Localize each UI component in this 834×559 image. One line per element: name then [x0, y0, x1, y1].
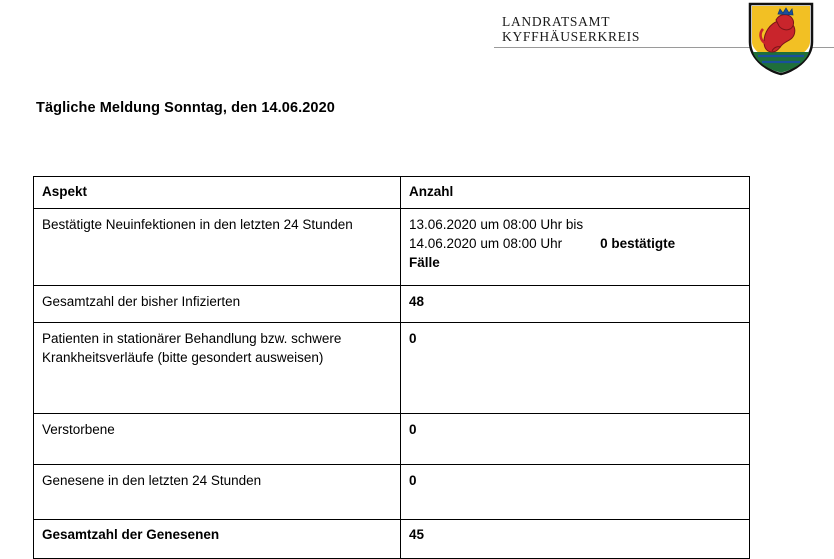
row-label-new-infections: Bestätigte Neuinfektionen in den letzten 24 Stunden: [34, 209, 401, 286]
row-label-deceased: Verstorbene: [34, 414, 401, 465]
page-title: Tägliche Meldung Sonntag, den 14.06.2020: [36, 100, 335, 116]
daily-report-table: [33, 176, 750, 559]
table-row: [34, 209, 750, 286]
table-header-row: [34, 177, 750, 209]
new-infections-count-unit: Fälle: [409, 255, 440, 270]
row-value-total-recovered: 45: [401, 520, 750, 559]
column-header-count: Anzahl: [401, 177, 750, 209]
row-value-hospitalized: 0: [401, 323, 750, 414]
table-row: [34, 323, 750, 414]
row-value-new-infections: [401, 209, 750, 286]
table-row: [34, 465, 750, 520]
row-label-hospitalized: Patienten in stationärer Behandlung bzw. schwere Krankheitsverläufe (bitte gesondert ausweisen): [34, 323, 401, 414]
coat-of-arms-icon: [748, 2, 814, 76]
document-header: [0, 0, 834, 72]
table-row: [34, 286, 750, 323]
organization-name: [502, 14, 640, 44]
row-value-total-infected: 48: [401, 286, 750, 323]
table-row: [34, 414, 750, 465]
row-value-deceased: 0: [401, 414, 750, 465]
column-header-aspect: Aspekt: [34, 177, 401, 209]
row-label-total-infected: Gesamtzahl der bisher Infizierten: [34, 286, 401, 323]
table-row: [34, 520, 750, 559]
new-infections-period-start: 13.06.2020 um 08:00 Uhr bis: [409, 217, 584, 232]
new-infections-count-note: 0 bestätigte: [600, 236, 676, 251]
new-infections-period-end: 14.06.2020 um 08:00 Uhr: [409, 236, 563, 251]
new-infections-period-end-line: [409, 234, 741, 253]
row-value-recovered-24h: 0: [401, 465, 750, 520]
organization-line-2: KYFFHÄUSERKREIS: [502, 29, 641, 44]
row-label-recovered-24h: Genesene in den letzten 24 Stunden: [34, 465, 401, 520]
organization-line-1: LANDRATSAMT: [502, 14, 611, 29]
row-label-total-recovered: Gesamtzahl der Genesenen: [34, 520, 401, 559]
